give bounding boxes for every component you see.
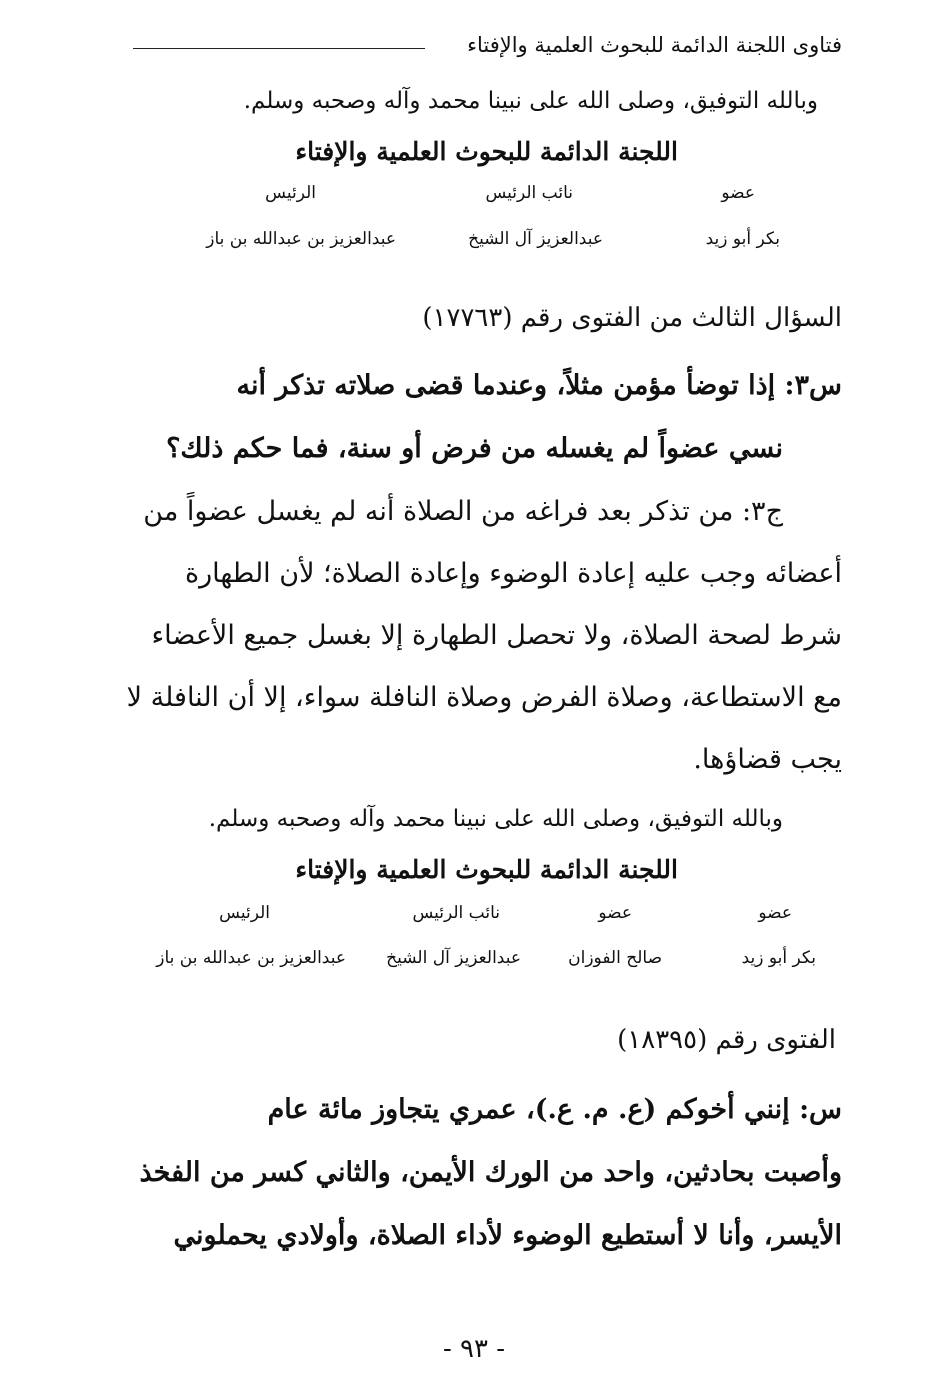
answer-line: أعضائه وجب عليه إعادة الوضوء وإعادة الصلاة؛ لأن الطهارة: [184, 558, 842, 589]
signatory-role: عضو: [598, 903, 632, 923]
question-line: س: إنني أخوكم (ع. م. ع.)، عمري يتجاوز مائة عام: [267, 1094, 842, 1125]
answer-line: يجب قضاؤها.: [693, 744, 842, 775]
question-line: س٣: إذا توضأ مؤمن مثلاً، وعندما قضى صلاته تذكر أنه: [236, 370, 842, 401]
signatory-role: عضو: [721, 183, 755, 203]
signatory-name: عبدالعزيز آل الشيخ: [386, 948, 521, 968]
signatory-role: عضو: [758, 903, 792, 923]
question-line: نسي عضواً لم يغسله من فرض أو سنة، فما حكم ذلك؟: [166, 433, 783, 464]
header-rule: [133, 48, 425, 49]
committee-name: اللجنة الدائمة للبحوث العلمية والإفتاء: [295, 855, 678, 884]
signatory-name: بكر أبو زيد: [741, 948, 816, 968]
signatory-name: عبدالعزيز آل الشيخ: [468, 229, 603, 249]
signatory-name: صالح الفوزان: [568, 948, 662, 968]
committee-name: اللجنة الدائمة للبحوث العلمية والإفتاء: [295, 137, 678, 166]
signatory-name: عبدالعزيز بن عبدالله بن باز: [206, 229, 396, 249]
signatory-name: بكر أبو زيد: [705, 229, 780, 249]
closing-line: وبالله التوفيق، وصلى الله على نبينا محمد وآله وصحبه وسلم.: [243, 88, 818, 114]
closing-line: وبالله التوفيق، وصلى الله على نبينا محمد وآله وصحبه وسلم.: [208, 806, 783, 832]
signatory-role: الرئيس: [265, 183, 316, 203]
answer-line: ج٣: من تذكر بعد فراغه من الصلاة أنه لم يغسل عضواً من: [143, 496, 783, 527]
question-line: الأيسر، وأنا لا أستطيع الوضوء لأداء الصلاة، وأولادي يحملوني: [173, 1220, 842, 1251]
signatory-role: نائب الرئيس: [412, 903, 500, 923]
page-number: - ٩٣ -: [442, 1334, 506, 1364]
signatory-name: عبدالعزيز بن عبدالله بن باز: [156, 948, 346, 968]
answer-line: مع الاستطاعة، وصلاة الفرض وصلاة النافلة سواء، إلا أن النافلة لا: [126, 682, 842, 713]
question-line: وأصبت بحادثين، واحد من الورك الأيمن، والثاني كسر من الفخذ: [139, 1157, 842, 1188]
question-heading: السؤال الثالث من الفتوى رقم (١٧٧٦٣): [422, 303, 842, 333]
signatory-role: الرئيس: [219, 903, 270, 923]
signatory-role: نائب الرئيس: [485, 183, 573, 203]
fatwa-heading: الفتوى رقم (١٨٣٩٥): [617, 1025, 836, 1055]
answer-line: شرط لصحة الصلاة، ولا تحصل الطهارة إلا بغسل جميع الأعضاء: [151, 620, 842, 651]
running-header-title: فتاوى اللجنة الدائمة للبحوث العلمية والإفتاء: [467, 33, 842, 57]
